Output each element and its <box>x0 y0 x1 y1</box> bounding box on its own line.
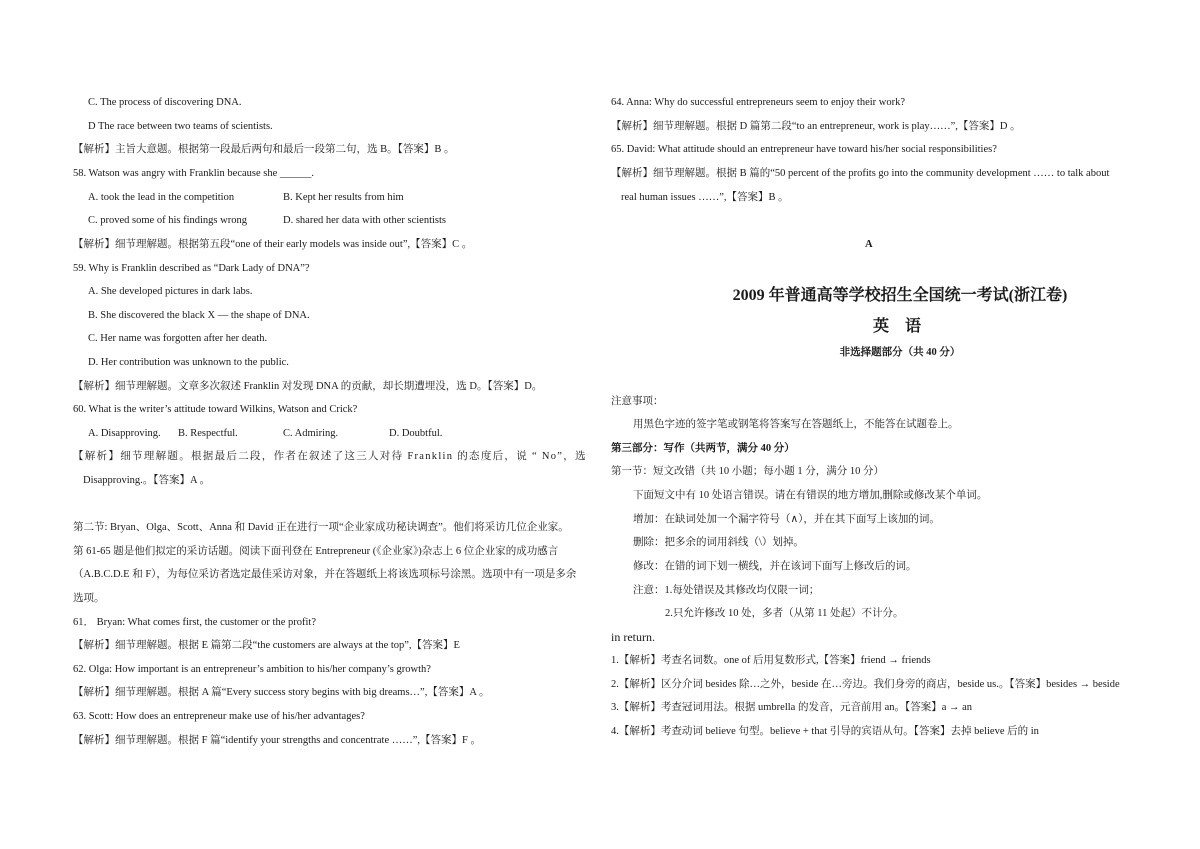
q62-question: 62. Olga: How important is an entrepreneur’s ambition to his/her company’s growth? <box>73 664 431 675</box>
correction-1: 1.【解析】考查名词数。one of 后用复数形式,【答案】friend → friends <box>611 655 931 666</box>
q60-option-b: B. Respectful. <box>178 428 238 439</box>
q65-question: 65. David: What attitude should an entrepreneur have toward his/her social responsibilities? <box>611 144 997 155</box>
correction-3: 3.【解析】考查冠词用法。根据 umbrella 的发音，元音前用 an。【答案】a → an <box>611 702 973 713</box>
q61-analysis: 【解析】细节理解题。根据 E 篇第二段“the customers are always at the top”,【答案】E <box>73 640 460 651</box>
instruction-note-1: 注意：1.每处错误及其修改均仅限一词； <box>633 585 820 596</box>
instruction-add: 增加：在缺词处加一个漏字符号（∧），并在其下面写上该加的词。 <box>633 514 940 525</box>
instruction-modify: 修改：在错的词下划一横线，并在该词下面写上修改后的词。 <box>633 561 917 572</box>
q65-analysis-line-1: 【解析】细节理解题。根据 B 篇的“50 percent of the profits go into the community development …… to talk about <box>611 168 1110 179</box>
q59-option-a: A. She developed pictures in dark labs. <box>88 286 253 297</box>
q59-option-d: D. Her contribution was unknown to the public. <box>88 357 289 368</box>
q63-analysis: 【解析】细节理解题。根据 F 篇“identify your strengths and concentrate ……”,【答案】F 。 <box>73 735 481 746</box>
part-title: 非选择题部分（共 40 分） <box>839 347 961 358</box>
q58-option-c: C. proved some of his findings wrong <box>88 215 247 226</box>
q63-question: 63. Scott: How does an entrepreneur make use of his/her advantages? <box>73 711 365 722</box>
q62-analysis: 【解析】细节理解题。根据 A 篇“Every success story begins with big dreams…”,【答案】A 。 <box>73 687 490 698</box>
q64-question: 64. Anna: Why do successful entrepreneurs seem to enjoy their work? <box>611 97 906 108</box>
q64-analysis: 【解析】细节理解题。根据 D 篇第二段“to an entrepreneur, work is play……”,【答案】D 。 <box>611 121 1021 132</box>
notice-label: 注意事项： <box>611 396 664 407</box>
section2-intro-line-4: 选项。 <box>73 593 105 604</box>
q58-option-a: A. took the lead in the competition <box>88 192 235 203</box>
q58-option-b: B. Kept her results from him <box>283 192 404 203</box>
q58-analysis: 【解析】细节理解题。根据第五段“one of their early models was inside out”,【答案】C 。 <box>73 239 473 250</box>
q60-option-c: C. Admiring. <box>283 428 339 439</box>
q57-analysis: 【解析】主旨大意题。根据第一段最后两句和最后一段第二句，选 B。【答案】B 。 <box>73 144 455 155</box>
section2-intro-line-2: 第 61-65 题是他们拟定的采访话题。阅读下面刊登在 Entrepreneur (《企业家》)杂志上 6 位企业家的成功感言 <box>73 546 559 557</box>
q60-analysis-line-1: 【解析】细节理解题。根据最后二段，作者在叙述了这三人对待 Franklin 的态度后，说 “ No”，选 <box>73 451 587 462</box>
q65-analysis-line-2: real human issues ……”,【答案】B 。 <box>621 192 789 203</box>
q61-question: 61． Bryan: What comes first, the customer or the profit? <box>73 617 316 628</box>
q59-option-c: C. Her name was forgotten after her death. <box>88 333 268 344</box>
exam-title: 2009 年普通高等学校招生全国统一考试(浙江卷) <box>732 287 1068 304</box>
q60-question: 60. What is the writer’s attitude toward Wilkins, Watson and Crick? <box>73 404 358 415</box>
notice-text: 用黑色字迹的签字笔或钢笔将答案写在答题纸上，不能答在试题卷上。 <box>633 419 959 430</box>
q59-option-b: B. She discovered the black X — the shape of DNA. <box>88 310 310 321</box>
q58-question: 58. Watson was angry with Franklin because she ______. <box>73 168 315 179</box>
instruction-note-2: 2.只允许修改 10 处，多者（从第 11 处起）不计分。 <box>665 608 904 619</box>
correction-2: 2.【解析】区分介词 besides 除…之外，beside 在…旁边。我们身旁的商店，beside us.。【答案】besides → beside <box>611 679 1120 690</box>
in-return-text: in return. <box>611 630 655 644</box>
q57-option-c: C. The process of discovering DNA. <box>88 97 242 108</box>
q60-analysis-line-2: Disapproving.。【答案】A 。 <box>83 475 211 486</box>
section2-intro-line-1: 第二节: Bryan、Olga、Scott、Anna 和 David 正在进行一项“企业家成功秘诀调查”。他们将采访几位企业家。 <box>73 522 569 533</box>
section1-heading: 第一节：短文改错（共 10 小题；每小题 1 分，满分 10 分） <box>611 466 884 477</box>
q59-analysis: 【解析】细节理解题。文章多次叙述 Franklin 对发现 DNA 的贡献，却长期遭埋没，选 D。【答案】D。 <box>73 381 543 392</box>
instruction-line: 下面短文中有 10 处语言错误。请在有错误的地方增加,删除或修改某个单词。 <box>633 490 988 501</box>
q58-option-d: D. shared her data with other scientists <box>283 215 446 226</box>
q59-question: 59. Why is Franklin described as “Dark Lady of DNA”? <box>73 263 310 274</box>
correction-4: 4.【解析】考查动词 believe 句型。believe + that 引导的宾语从句。【答案】去掉 believe 后的 in <box>611 726 1039 737</box>
q60-option-d: D. Doubtful. <box>389 428 443 439</box>
version-marker: A <box>865 239 873 250</box>
section2-intro-line-3: （A.B.C.D.E 和 F），为每位采访者选定最佳采访对象，并在答题纸上将该选项标号涂黑。选项中有一项是多余 <box>73 569 577 580</box>
q57-option-d: D The race between two teams of scientists. <box>88 121 273 132</box>
subject-title: 英 语 <box>872 318 927 335</box>
instruction-delete: 删除：把多余的词用斜线（\）划掉。 <box>633 537 804 548</box>
part3-heading: 第三部分：写作（共两节，满分 40 分） <box>611 443 795 454</box>
q60-option-a: A. Disapproving. <box>88 428 161 439</box>
